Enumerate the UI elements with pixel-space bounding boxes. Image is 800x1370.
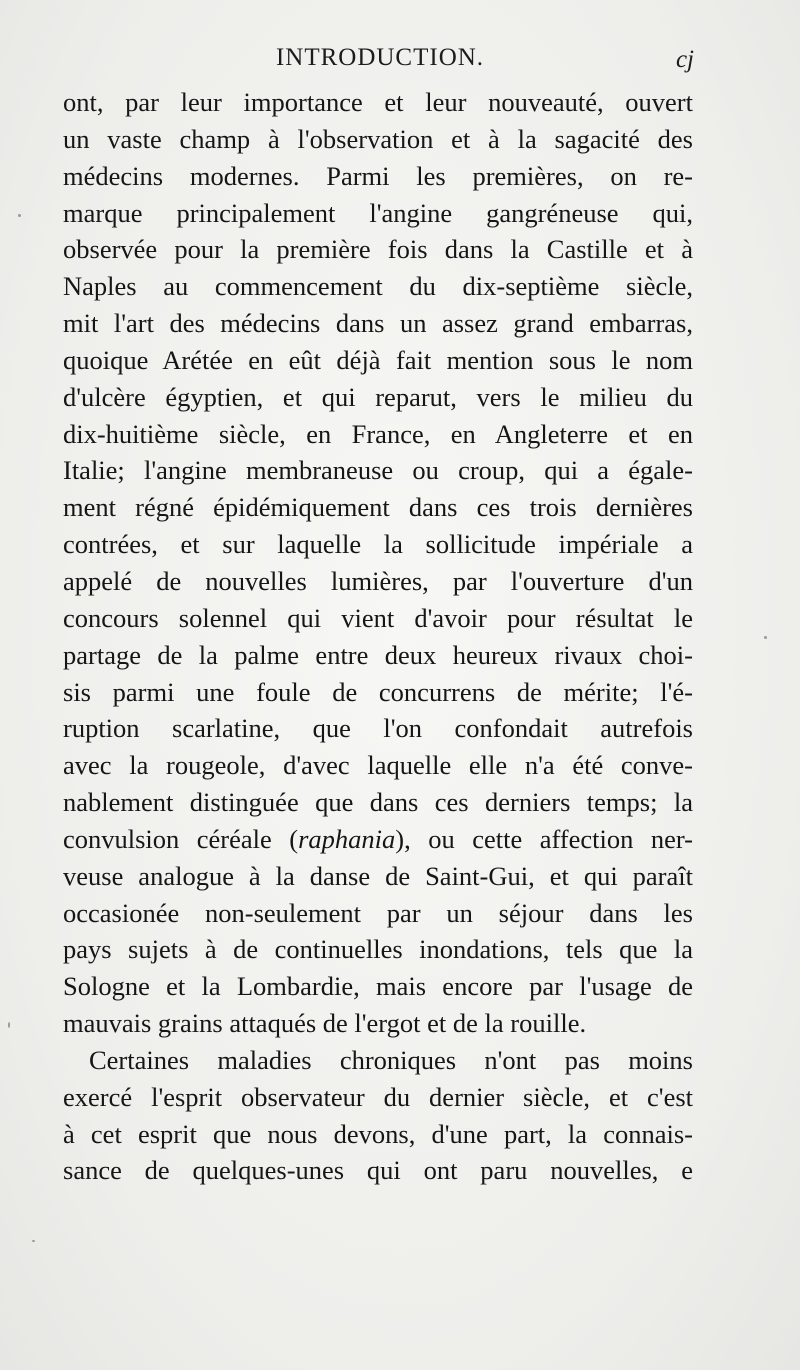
text-line: partage de la palme entre deux heureux rivaux choi- [63,639,693,670]
paper-speck [764,636,767,639]
text-line: Italie; l'angine membraneuse ou croup, qui a égale- [63,455,693,486]
text-line: Sologne et la Lombardie, mais encore par l'usage de [63,971,693,1002]
italic-term: raphania [298,823,396,854]
text-line: marque principalement l'angine gangréneuse qui, [63,197,693,228]
text-line: veuse analogue à la danse de Saint-Gui, et qui paraît [63,860,693,891]
text-line: avec la rougeole, d'avec laquelle elle n'a été conve- [63,750,693,781]
text-line: ment régné épidémiquement dans ces trois dernières [63,492,693,523]
text-line: à cet esprit que nous devons, d'une part, la connais- [63,1118,693,1149]
text-line: mit l'art des médecins dans un assez grand embarras, [63,308,693,339]
paper-speck [18,214,21,217]
text-line: quoique Arétée en eût déjà fait mention sous le nom [63,344,693,375]
body-text [63,84,693,1189]
text-line [63,821,693,858]
text-line: sance de quelques-unes qui ont paru nouvelles, e [63,1155,693,1186]
text-run: ), ou cette affection ner- [395,823,693,854]
text-line: contrées, et sur laquelle la sollicitude impériale a [63,529,693,560]
page-header [60,44,700,78]
text-line: un vaste champ à l'observation et à la sagacité des [63,123,693,154]
text-line: exercé l'esprit observateur du dernier siècle, et c'est [63,1081,693,1112]
text-line: ont, par leur importance et leur nouveauté, ouvert [63,87,693,117]
page-number: cj [675,46,694,73]
paragraph-first-line: Certaines maladies chroniques n'ont pas moins [89,1044,693,1075]
text-run: convulsion céréale ( [63,823,299,854]
text-line: sis parmi une foule de concurrens de mérite; l'é- [63,676,693,707]
running-title: INTRODUCTION. [275,44,485,71]
paragraph-last-line: mauvais grains attaqués de l'ergot et de la rouille. [63,1008,587,1039]
text-line: nablement distinguée que dans ces derniers temps; la [63,787,693,818]
text-line: d'ulcère égyptien, et qui reparut, vers le milieu du [63,381,693,412]
text-line: Naples au commencement du dix-septième siècle, [63,271,693,302]
text-line: concours solennel qui vient d'avoir pour résultat le [63,602,693,633]
text-line: ruption scarlatine, que l'on confondait autrefois [63,713,693,744]
text-line: observée pour la première fois dans la Castille et à [63,234,693,265]
text-line: pays sujets à de continuelles inondations, tels que la [63,934,693,965]
paper-speck [32,1240,35,1242]
text-line: médecins modernes. Parmi les premières, on re- [63,160,693,191]
text-line: appelé de nouvelles lumières, par l'ouverture d'un [63,565,693,596]
text-line: dix-huitième siècle, en France, en Angleterre et en [63,418,693,449]
paper-speck [8,1022,10,1028]
text-line: occasionée non-seulement par un séjour dans les [63,897,693,928]
